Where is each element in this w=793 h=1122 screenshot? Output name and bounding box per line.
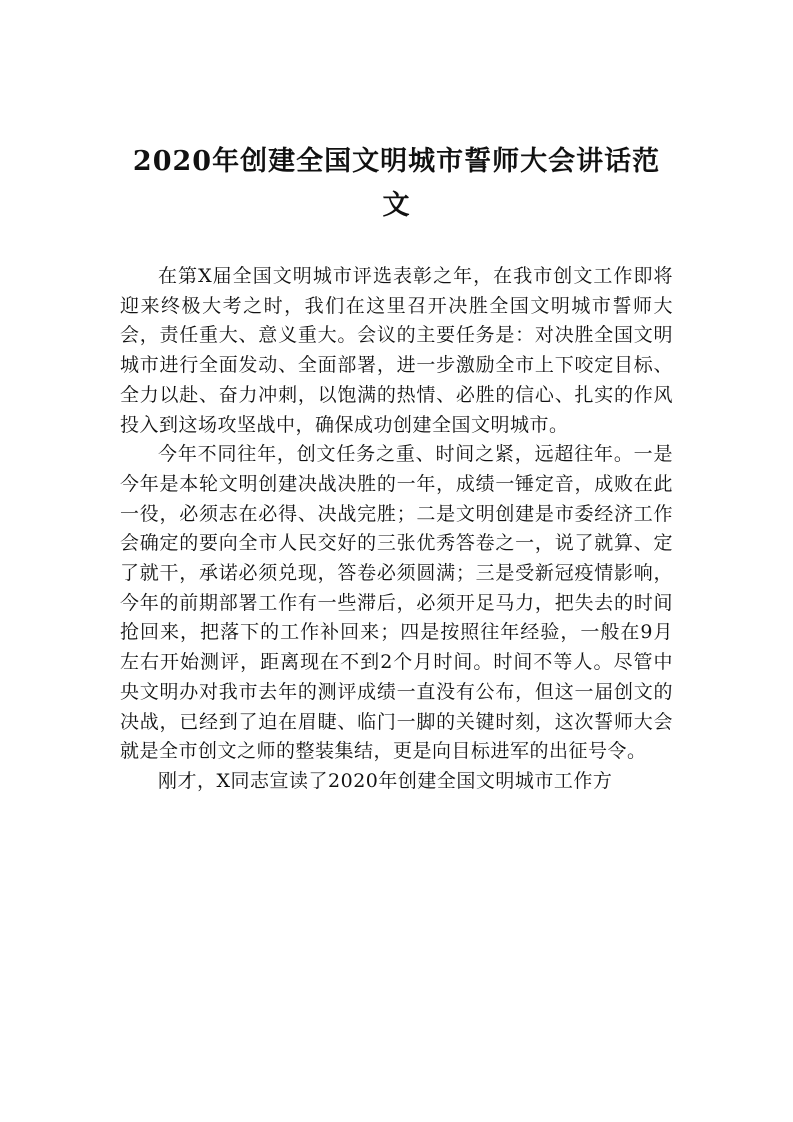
document-body [120,262,673,797]
document-title: 2020年创建全国文明城市誓师大会讲话范文 [132,146,661,221]
paragraph-2: 今年不同往年，创文任务之重、时间之紧，远超往年。一是今年是本轮文明创建决战决胜的一年，成绩一锤定音，成败在此一役，必须志在必得、决战完胜；二是文明创建是市委经济工作会确定的要向全市人民交好的三张优秀答卷之一，说了就算、定了就干，承诺必须兑现，答卷必须圆满；三是受新冠疫情影响，今年的前期部署工作有一些滞后，必须开足马力，把失去的时间抢回来，把落下的工作补回来；四是按照往年经验，一般在9月左右开始测评，距离现在不到2个月时间。时间不等人。尽管中央文明办对我市去年的测评成绩一直没有公布，但这一届创文的决战，已经到了迫在眉睫、临门一脚的关键时刻，这次誓师大会就是全市创文之师的整装集结，更是向目标进军的出征号令。 [120,443,673,763]
paragraph-1: 在第X届全国文明城市评选表彰之年，在我市创文工作即将迎来终极大考之时，我们在这里召开决胜全国文明城市誓师大会，责任重大、意义重大。会议的主要任务是：对决胜全国文明城市进行全面发动、全面部署，进一步激励全市上下咬定目标、全力以赴、奋力冲刺，以饱满的热情、必胜的信心、扎实的作风投入到这场攻坚战中，确保成功创建全国文明城市。 [120,265,673,436]
paragraph-3: 刚才，X同志宣读了2020年创建全国文明城市工作方 [158,769,613,792]
